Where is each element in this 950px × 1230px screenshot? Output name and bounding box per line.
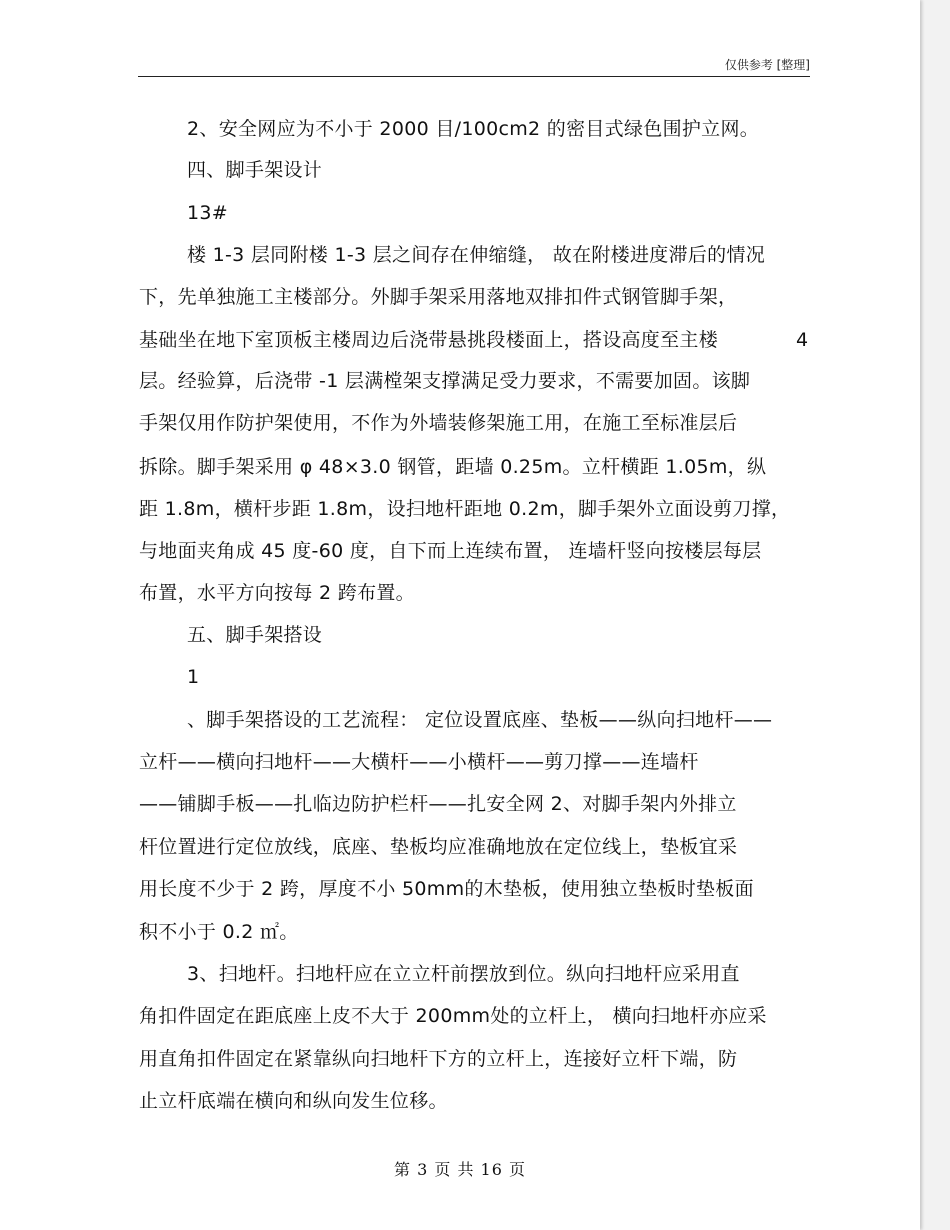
text-line: 距 1.8m，横杆步距 1.8m，设扫地杆距地 0.2m，脚手架外立面设剪刀撑， xyxy=(139,498,791,520)
text-line: ——铺脚手板——扎临边防护栏杆——扎安全网 2、对脚手架内外排立 xyxy=(139,793,737,815)
section-heading: 四、脚手架设计 xyxy=(187,159,323,181)
text-line: 下，先单独施工主楼部分。外脚手架采用落地双排扣件式钢管脚手架， xyxy=(139,286,738,308)
text-line: 与地面夹角成 45 度-60 度，自下而上连续布置， 连墙杆竖向按楼层每层 xyxy=(139,540,762,562)
text-line: 止立杆底端在横向和纵向发生位移。 xyxy=(139,1090,448,1112)
text-line: 用直角扣件固定在紧靠纵向扫地杆下方的立杆上，连接好立杆下端，防 xyxy=(139,1048,738,1070)
text-line: 2、安全网应为不小于 2000 目/100cm2 的密目式绿色围护立网。 xyxy=(187,118,760,140)
text-line: 楼 1-3 层同附楼 1-3 层之间存在伸缩缝， 故在附楼进度滞后的情况 xyxy=(187,244,766,266)
text-line: 布置，水平方向按每 2 跨布置。 xyxy=(139,582,415,604)
header-note: 仅供参考 [整理] xyxy=(724,58,810,72)
text-line: 1 xyxy=(187,666,200,688)
page-number-footer: 第 3 页 共 16 页 xyxy=(394,1160,526,1179)
text-line: 层。经验算，后浇带 -1 层满樘架支撑满足受力要求，不需要加固。该脚 xyxy=(139,370,751,392)
text-line: 拆除。脚手架采用 φ 48×3.0 钢管，距墙 0.25m。立杆横距 1.05m，纵 xyxy=(139,456,767,478)
text-line: 13# xyxy=(187,202,228,224)
text-line: 用长度不少于 2 跨，厚度不小 50mm的木垫板，使用独立垫板时垫板面 xyxy=(139,878,754,900)
header-rule xyxy=(138,76,810,77)
text-line: 手架仅用作防护架使用，不作为外墙装修架施工用，在施工至标准层后 xyxy=(139,412,738,434)
text-line: 杆位置进行定位放线，底座、垫板均应准确地放在定位线上，垫板宜采 xyxy=(139,836,738,858)
text-line: 立杆——横向扫地杆——大横杆——小横杆——剪刀撑——连墙杆 xyxy=(139,751,699,773)
text-line: 角扣件固定在距底座上皮不大于 200mm处的立杆上， 横向扫地杆亦应采 xyxy=(139,1005,767,1027)
text-line: 3、扫地杆。扫地杆应在立立杆前摆放到位。纵向扫地杆应采用直 xyxy=(187,963,740,985)
text-line: 基础坐在地下室顶板主楼周边后浇带悬挑段楼面上，搭设高度至主楼 xyxy=(139,329,719,351)
text-line: 4 xyxy=(796,329,809,351)
section-heading: 五、脚手架搭设 xyxy=(187,624,323,646)
text-line: 、脚手架搭设的工艺流程： 定位设置底座、垫板——纵向扫地杆—— xyxy=(187,709,773,731)
text-line: 积不小于 0.2 ㎡。 xyxy=(139,921,299,943)
